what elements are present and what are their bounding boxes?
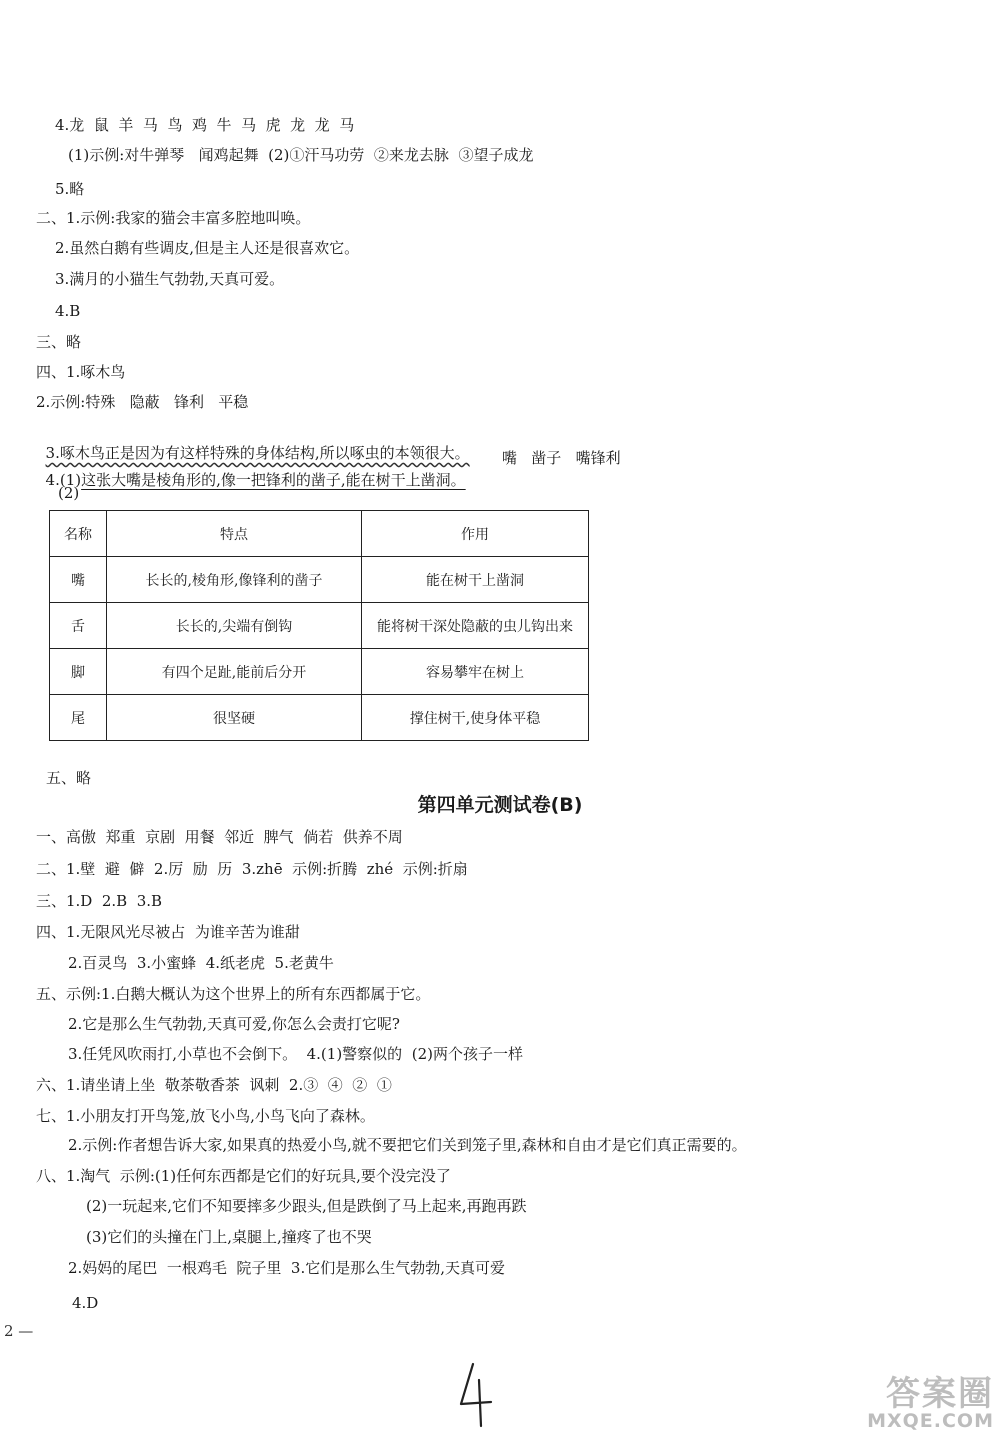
line-prefix: 4.(1): [45, 471, 82, 489]
table-cell: 能在树干上凿洞: [362, 557, 589, 603]
answer-line: 2.它是那么生气勃勃,天真可爱,你怎么会责打它呢?: [68, 1015, 400, 1033]
answer-line: 4.D: [72, 1294, 99, 1312]
answer-line: 2.妈妈的尾巴 一根鸡毛 院子里 3.它们是那么生气勃勃,天真可爱: [68, 1259, 506, 1277]
answer-line: [36, 447, 466, 491]
answer-line: (2): [58, 484, 80, 502]
answer-line: 2.示例:作者想告诉大家,如果真的热爱小鸟,就不要把它们关到笼子里,森林和自由才是它们真正需要的。: [68, 1136, 747, 1154]
answer-line: (1)示例:对牛弹琴 闻鸡起舞 (2)①汗马功劳 ②来龙去脉 ③望子成龙: [68, 146, 534, 164]
table-cell: 尾: [50, 695, 107, 741]
table-cell: 舌: [50, 603, 107, 649]
table-row: [50, 557, 589, 603]
answer-line: 2.示例:特殊 隐蔽 锋利 平稳: [36, 393, 249, 411]
answer-line: 4.龙 鼠 羊 马 鸟 鸡 牛 马 虎 龙 龙 马: [55, 116, 355, 134]
table-cell: 能将树干深处隐蔽的虫儿钩出来: [362, 603, 589, 649]
table-cell: 撑住树干,使身体平稳: [362, 695, 589, 741]
unit-title: 第四单元测试卷(B): [417, 794, 583, 816]
answer-line: 3.任凭风吹雨打,小草也不会倒下。 4.(1)警察似的 (2)两个孩子一样: [68, 1045, 523, 1063]
table-cell: 嘴: [50, 557, 107, 603]
section-heading-4: 四、1.啄木鸟: [36, 363, 126, 381]
table-header: 特点: [107, 511, 362, 557]
section-heading-3: 三、略: [36, 333, 82, 351]
answer-line: 四、1.无限风光尽被占 为谁辛苦为谁甜: [36, 923, 300, 941]
table-row: [50, 603, 589, 649]
site-watermark: [844, 1366, 994, 1436]
watermark-url: MXQE.COM: [867, 1410, 994, 1432]
answer-line: 4.B: [55, 302, 81, 320]
table-cell: 长长的,尖端有倒钩: [107, 603, 362, 649]
handwritten-page-number: [455, 1360, 495, 1430]
answer-line: 七、1.小朋友打开鸟笼,放飞小鸟,小鸟飞向了森林。: [36, 1107, 375, 1125]
answer-line: 三、1.D 2.B 3.B: [36, 892, 163, 910]
underlined-text: 这张大嘴是棱角形的,像一把锋利的凿子,能在树干上凿洞。: [81, 471, 466, 489]
table-cell: 长长的,棱角形,像锋利的凿子: [107, 557, 362, 603]
section-heading-5: 五、略: [46, 769, 92, 787]
table-row: [50, 649, 589, 695]
answer-keywords: 嘴 凿子 嘴锋利: [502, 449, 621, 467]
answer-line: 一、高傲 郑重 京剧 用餐 邻近 脾气 倘若 供养不周: [36, 828, 403, 846]
answer-line: (2)一玩起来,它们不知要摔多少跟头,但是跌倒了马上起来,再跑再跌: [86, 1197, 527, 1215]
table-row: [50, 695, 589, 741]
table-cell: 容易攀牢在树上: [362, 649, 589, 695]
answer-line: 五、示例:1.白鹅大概认为这个世界上的所有东西都属于它。: [36, 985, 431, 1003]
answer-line: 2.虽然白鹅有些调皮,但是主人还是很喜欢它。: [55, 239, 360, 257]
page-edge-mark: 2 —: [4, 1322, 34, 1340]
section-heading-2: 二、1.示例:我家的猫会丰富多腔地叫唤。: [36, 209, 311, 227]
watermark-logo-text: 答案圈: [886, 1374, 994, 1414]
table-header-row: [50, 511, 589, 557]
answer-line: (3)它们的头撞在门上,桌腿上,撞疼了也不哭: [86, 1228, 372, 1246]
answer-line: 六、1.请坐请上坐 敬茶敬香茶 讽刺 2.③ ④ ② ①: [36, 1076, 392, 1094]
answer-line: 5.略: [55, 180, 85, 198]
answer-line: 八、1.淘气 示例:(1)任何东西都是它们的好玩具,要个没完没了: [36, 1167, 451, 1185]
answer-line: 二、1.壁 避 僻 2.厉 励 历 3.zhē 示例:折腾 zhé 示例:折扇: [36, 860, 468, 878]
wavy-underlined-text: 3.啄木鸟正是因为有这样特殊的身体结构,所以啄虫的本领很大。: [45, 444, 470, 462]
answer-line: 2.百灵鸟 3.小蜜蜂 4.纸老虎 5.老黄牛: [68, 954, 334, 972]
answer-line: 3.满月的小猫生气勃勃,天真可爱。: [55, 270, 285, 288]
woodpecker-table: [49, 510, 589, 741]
table-cell: 有四个足趾,能前后分开: [107, 649, 362, 695]
table-header: 名称: [50, 511, 107, 557]
table-cell: 很坚硬: [107, 695, 362, 741]
table-cell: 脚: [50, 649, 107, 695]
table-header: 作用: [362, 511, 589, 557]
